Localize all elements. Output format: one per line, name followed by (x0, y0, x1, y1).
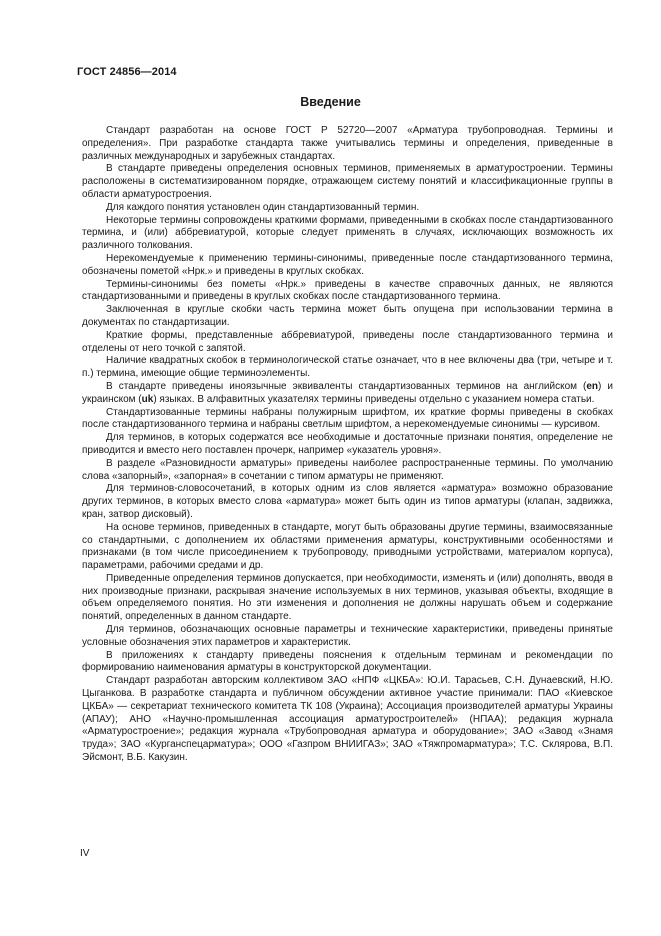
document-body (82, 125, 613, 765)
lang-code-uk: uk (141, 393, 154, 405)
paragraph: Краткие формы, представленные аббревиатурой, приведены после стандартизованного термина и отделены от него точкой с запятой. (82, 329, 613, 354)
page-number: IV (80, 848, 90, 859)
paragraph: Стандартизованные термины набраны полужирным шрифтом, их краткие формы приведены в скобках после стандартизованного термина и набраны светлым шрифтом, а нерекомендуемые синонимы — курсивом. (82, 406, 613, 431)
paragraph: Для терминов, в которых содержатся все необходимые и достаточные признаки понятия, определение не приводится и вместо него поставлен прочерк, например «указатель уровня». (82, 432, 613, 456)
paragraph: В стандарте приведены определения основных терминов, применяемых в арматуростроении. Термины расположены в систематизированном порядке, отражающем систему понятий и классификационные группы в области арматуростроения. (82, 163, 613, 200)
text-fragment: В стандарте приведены иноязычные эквиваленты стандартизованных терминов на английском ( (106, 380, 587, 392)
paragraph: Для каждого понятия установлен один стандартизованный термин. (106, 201, 420, 213)
paragraph: На основе терминов, приведенных в стандарте, могут быть образованы другие термины, взаимосвязанные со стандартными, с дополнением их областями применения арматуры, конструктивными особенностями и признаками (в том числе присоединением к трубопроводу, приводными устройствами, материалом корпуса), параметрами, рабочими средами и др. (82, 521, 613, 572)
lang-code-en: en (586, 380, 599, 392)
paragraph: Наличие квадратных скобок в терминологической статье означает, что в нее включены два (три, четыре и т. п.) термина, имеющие общие терминоэлементы. (82, 355, 613, 380)
paragraph-foreign-equivalents (82, 381, 613, 407)
paragraph: В приложениях к стандарту приведены пояснения к отдельным терминам и рекомендации по формированию наименования арматуры в конструкторской документации. (82, 649, 613, 674)
paragraph: Для терминов-словосочетаний, в которых одним из слов является «арматура» возможно образование других терминов, в которых вместо слова «арматура» может быть один из типов арматуры (клапан, задвижка, кран, затвор дисковый). (82, 483, 613, 520)
paragraph: В разделе «Разновидности арматуры» приведены наиболее распространенные термины. По умолчанию слова «запорный», «запорная» в сочетании с типом арматуры не применяют. (82, 457, 613, 482)
paragraph: Стандарт разработан авторским коллективом ЗАО «НПФ «ЦКБА»: Ю.И. Тарасьев, С.Н. Дунаевский, Н.Ю. Цыганкова. В разработке стандарта и публичном обсуждении активное участие принимали: ПАО «Киевское ЦКБА» — секретариат технического комитета ТК 108 (Украина); Ассоциация производителей арматуры Украины (АПАУ); АНО «Научно-промышленная ассоциация арматуростроителей» (НПАА); редакция журнала «Арматуростроение»; редакция журнала «Трубопроводная арматура и оборудование»; ЗАО «Завод «Знамя труда»; ЗАО «Курганспецарматура»; ООО «Газпром ВНИИГАЗ»; ЗАО «Тяжпромарматура»; Т.С. Склярова, В.П. Эйсмонт, В.Б. Какузин. (82, 675, 613, 764)
paragraph: Стандарт разработан на основе ГОСТ Р 52720—2007 «Арматура трубопроводная. Термины и определения». При разработке стандарта также учитывались термины и определения, приведенные в различных международных и зарубежных стандартах. (82, 125, 613, 162)
section-title: Введение (300, 95, 361, 109)
paragraph: Заключенная в круглые скобки часть термина может быть опущена при использовании термина в документах по стандартизации. (82, 304, 613, 328)
standard-code: ГОСТ 24856—2014 (77, 66, 177, 78)
paragraph: Для терминов, обозначающих основные параметры и технические характеристики, приведены принятые условные обозначения этих параметров и характеристик. (82, 624, 613, 648)
paragraph: Термины-синонимы без пометы «Нрк.» приведены в качестве справочных данных, не являются стандартизованными и приведены в круглых скобках после стандартизованного термина. (82, 278, 613, 303)
paragraph: Некоторые термины сопровождены краткими формами, приведенными в скобках после стандартизованного термина, и (или) аббревиатурой, которые следует применять в случаях, исключающих возможность их различного толкования. (82, 214, 613, 252)
paragraph: Приведенные определения терминов допускается, при необходимости, изменять и (или) дополнять, вводя в них производные признаки, раскрывая значение используемых в них терминов, указывая объекты, входящие в объем определяемого понятия. Но эти изменения и дополнения не должны нарушать объем и содержание понятий, определенных в данном стандарте. (82, 572, 613, 623)
text-fragment: ) языках. В алфавитных указателях термины приведены отдельно с указанием номера статьи. (153, 393, 595, 405)
text-fragment: ) и украинском ( (82, 380, 613, 405)
paragraph: Нерекомендуемые к применению термины-синонимы, приведенные после стандартизованного термина, обозначены пометой «Нрк.» и приведены в круглых скобках. (82, 252, 613, 277)
